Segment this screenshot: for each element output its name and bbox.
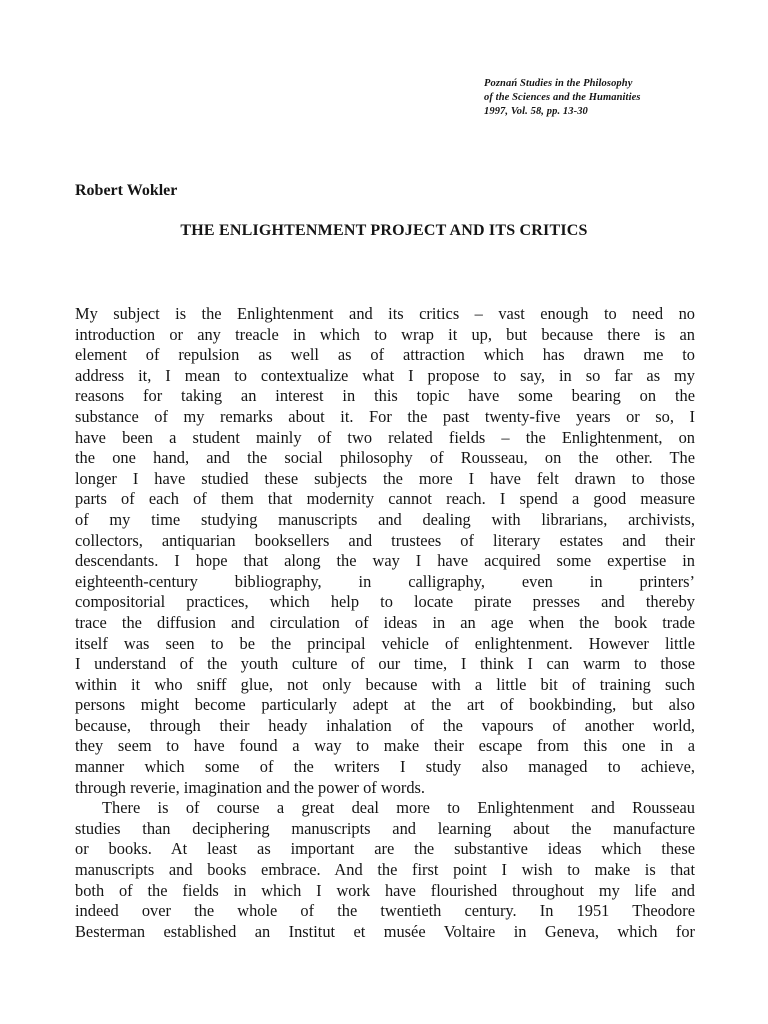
text-line: descendants. I hope that along the way I have acquired some expertise in [75, 551, 695, 571]
text-line: or books. At least as important are the substantive ideas which these [75, 839, 695, 859]
text-line: have been a student mainly of two related fields – the Enlightenment, on [75, 427, 695, 447]
text-line: trace the diffusion and circulation of ideas in an age when the book trade [75, 612, 695, 632]
text-line: itself was seen to be the principal vehicle of enlightenment. However little [75, 633, 695, 653]
citation-line-volume: 1997, Vol. 58, pp. 13-30 [484, 106, 588, 117]
journal-citation [484, 77, 641, 119]
text-line: within it who sniff glue, not only because with a little bit of training such [75, 674, 695, 694]
article-title: THE ENLIGHTENMENT PROJECT AND ITS CRITICS [180, 222, 588, 239]
citation-line-journal: Poznań Studies in the Philosophy [484, 78, 633, 89]
citation-line-journal-cont: of the Sciences and the Humanities [484, 92, 641, 103]
text-line: Besterman established an Institut et musée Voltaire in Geneva, which for [75, 921, 695, 941]
text-line: address it, I mean to contextualize what I propose to say, in so far as my [75, 365, 695, 385]
text-line: introduction or any treacle in which to wrap it up, but because there is an [75, 324, 695, 344]
text-line: There is of course a great deal more to Enlightenment and Rousseau [102, 798, 695, 818]
text-line: eighteenth-century bibliography, in calligraphy, even in printers’ [75, 571, 695, 591]
text-line: the one hand, and the social philosophy of Rousseau, on the other. The [75, 448, 695, 468]
text-line: manner which some of the writers I study also managed to achieve, [75, 757, 695, 777]
text-line: longer I have studied these subjects the more I have felt drawn to those [75, 468, 695, 488]
paragraph-2 [75, 798, 695, 942]
text-line: through reverie, imagination and the power of words. [75, 777, 426, 797]
text-line: persons might become particularly adept at the art of bookbinding, but also [75, 695, 695, 715]
text-line: element of repulsion as well as of attraction which has drawn me to [75, 345, 695, 365]
text-line: both of the fields in which I work have flourished throughout my life and [75, 880, 695, 900]
text-line: manuscripts and books embrace. And the first point I wish to make is that [75, 860, 695, 880]
text-line: substance of my remarks about it. For the past twenty-five years or so, I [75, 406, 695, 426]
article-body [75, 304, 695, 942]
text-line: of my time studying manuscripts and dealing with librarians, archivists, [75, 509, 695, 529]
text-line: collectors, antiquarian booksellers and trustees of literary estates and their [75, 530, 695, 550]
text-line: because, through their heady inhalation of the vapours of another world, [75, 715, 695, 735]
text-line: parts of each of them that modernity cannot reach. I spend a good measure [75, 489, 695, 509]
author-name: Robert Wokler [75, 182, 178, 199]
text-line: indeed over the whole of the twentieth century. In 1951 Theodore [75, 901, 695, 921]
text-line: studies than deciphering manuscripts and learning about the manufacture [75, 818, 695, 838]
text-line: they seem to have found a way to make their escape from this one in a [75, 736, 695, 756]
text-line: I understand of the youth culture of our time, I think I can warm to those [75, 654, 695, 674]
paragraph-1 [75, 304, 695, 798]
text-line: My subject is the Enlightenment and its critics – vast enough to need no [75, 304, 695, 323]
text-line: compositorial practices, which help to locate pirate presses and thereby [75, 592, 695, 612]
text-line: reasons for taking an interest in this topic have some bearing on the [75, 386, 695, 406]
